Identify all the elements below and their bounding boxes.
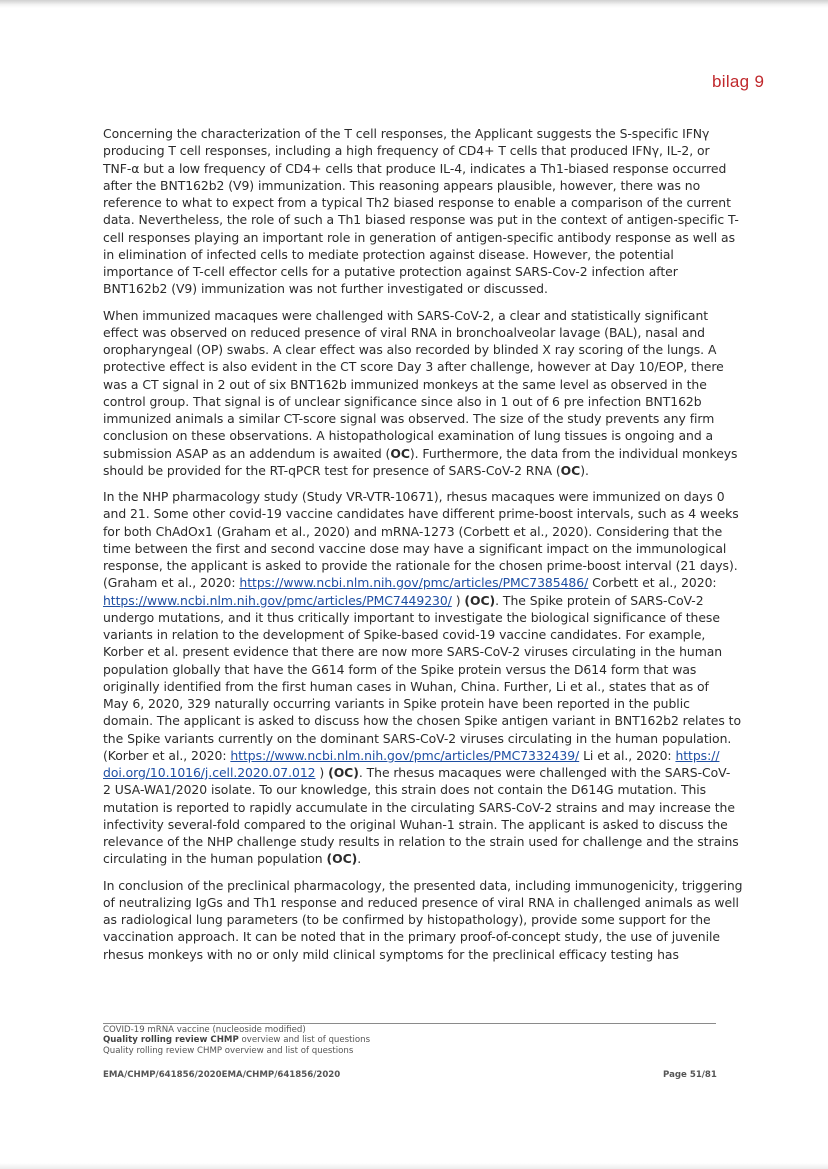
text-fragment: (Graham et al., 2020: <box>103 575 240 591</box>
paragraph-t-cell-responses <box>103 125 739 298</box>
paragraph-challenge-results <box>103 307 738 480</box>
text-line: domain. The applicant is asked to discuss how the chosen Spike antigen variant in BNT162b2 relates to <box>103 713 741 729</box>
text-line: originally identified from the first human cases in Wuhan, China. Further, Li et al., states that as of <box>103 678 709 694</box>
text-fragment: circulating in the human population <box>103 851 327 867</box>
footer-review-line-repeat: Quality rolling review CHMP overview and list of questions <box>103 1045 354 1056</box>
text-line: Korber et al. present evidence that there are now more SARS-CoV-2 viruses circulating in the human <box>103 644 723 660</box>
text-line: producing T cell responses, including a high frequency of CD4+ T cells that produced IFNγ, IL-2, or <box>103 143 710 159</box>
li-reference-link-end[interactable]: doi.org/10.1016/j.cell.2020.07.012 <box>103 765 316 780</box>
text-line: rhesus monkeys with no or only mild clinical symptoms for the preclinical efficacy testing has <box>103 946 679 962</box>
text-line: importance of T-cell effector cells for a putative protection against SARS-Cov-2 infection after <box>103 264 678 279</box>
text-line: Concerning the characterization of the T cell responses, the Applicant suggests the S-specific IFNγ <box>103 126 710 141</box>
text-line: oropharyngeal (OP) swabs. A clear effect was also recorded by blinded X ray scoring of the lungs. A <box>103 342 717 357</box>
footer-product-line: COVID-19 mRNA vaccine (nucleoside modified) <box>103 1025 306 1035</box>
text-fragment: ). Furthermore, the data from the individual monkeys <box>409 445 738 461</box>
text-line: data. Nevertheless, the role of such a Th1 biased response was put in the context of antigen-specific T- <box>103 212 739 228</box>
text-line: response, the applicant is asked to provide the rationale for the chosen prime-boost interval (21 days). <box>103 558 738 573</box>
text-line: relevance of the NHP challenge study results in relation to the strain used for challenge and the strains <box>103 834 739 849</box>
text-line: time between the first and second vaccine dose may have a significant impact on the immunological <box>103 540 727 556</box>
text-fragment: ) <box>315 765 329 780</box>
text-line: When immunized macaques were challenged with SARS-CoV-2, a clear and statistically significant <box>103 307 709 323</box>
text-line: of neutralizing IgGs and Th1 response and reduced presence of viral RNA in challenged animals as well <box>103 894 739 910</box>
text-fragment: ) <box>451 592 465 608</box>
annex-stamp: bilag 9 <box>712 72 765 91</box>
text-fragment: ). <box>580 462 589 478</box>
text-fragment: . <box>357 851 362 867</box>
footer-block <box>103 1025 716 1056</box>
oc-marker: OC <box>390 445 410 461</box>
text-line: for both ChAdOx1 (Graham et al., 2020) and mRNA-1273 (Corbett et al., 2020). Considering that the <box>103 523 723 539</box>
text-line <box>103 592 716 609</box>
page-number: Page 51/81 <box>663 1070 717 1080</box>
text-line: after the BNT162b2 (V9) immunization. This reasoning appears plausible, however, there was no <box>103 177 701 193</box>
text-line <box>103 764 731 781</box>
text-line: May 6, 2020, 329 naturally occurring variants in Spike protein have been reported in the public <box>103 696 690 711</box>
text-fragment: Corbett et al., 2020: <box>588 575 717 591</box>
document-body <box>103 125 743 972</box>
footer-divider <box>103 1023 716 1024</box>
text-line: immunized animals a similar CT-score signal was observed. The size of the study prevents any firm <box>103 411 715 426</box>
text-line: reference to what to expect from a typical Th2 biased response to enable a comparison of the current <box>103 195 731 210</box>
text-line: as radiological lung parameters (to be confirmed by histopathology), provide some support for the <box>103 912 711 927</box>
text-line <box>103 462 716 479</box>
li-reference-link-start[interactable]: https:// <box>675 747 720 763</box>
text-line: TNF-α but a low frequency of CD4+ cells that produce IL-4, indicates a Th1-biased response occurred <box>103 160 727 176</box>
text-line: protective effect is also evident in the CT score Day 3 after challenge, however at Day 10/EOP, there <box>103 359 724 375</box>
text-line: 2 USA-WA1/2020 isolate. To our knowledge, this strain does not contain the D614G mutation. This <box>103 782 707 798</box>
paragraph-conclusion <box>103 877 743 963</box>
text-line: the Spike variants currently on the dominant SARS-CoV-2 viruses circulating in the human population. <box>103 730 732 746</box>
text-line: infectivity several-fold compared to the original Wuhan-1 strain. The applicant is asked to discuss the <box>103 816 728 832</box>
footer-review-rest: overview and list of questions <box>238 1035 371 1046</box>
document-reference: EMA/CHMP/641856/2020EMA/CHMP/641856/2020 <box>103 1070 341 1080</box>
text-fragment: . The rhesus macaques were challenged with the SARS-CoV- <box>358 765 731 780</box>
text-line: undergo mutations, and it thus critically important to investigate the biological significance of these <box>103 609 720 625</box>
text-line: was a CT signal in 2 out of six BNT162b immunized monkeys at the same level as observed in the <box>103 376 707 392</box>
oc-marker: (OC) <box>326 851 358 867</box>
text-line: In the NHP pharmacology study (Study VR-VTR-10671), rhesus macaques were immunized on days 0 <box>103 489 725 504</box>
footer-review-line <box>103 1035 716 1045</box>
text-line <box>103 574 716 591</box>
oc-marker: (OC) <box>464 592 496 608</box>
text-line: In conclusion of the preclinical pharmacology, the presented data, including immunogenicity, triggering <box>103 877 743 893</box>
text-line: and 21. Some other covid-19 vaccine candidates have different prime-boost intervals, such as 4 weeks <box>103 506 739 522</box>
text-line: variants in relation to the development of Spike-based covid-19 vaccine candidates. For example, <box>103 627 706 642</box>
scan-bottom-edge <box>0 1163 828 1169</box>
text-line <box>103 747 720 764</box>
text-fragment: . The Spike protein of SARS-CoV-2 <box>495 592 704 608</box>
text-line: vaccination approach. It can be noted that in the primary proof-of-concept study, the use of juvenile <box>103 929 720 945</box>
scan-top-edge <box>0 0 828 8</box>
paragraph-nhp-study <box>103 488 741 868</box>
text-line <box>103 850 716 867</box>
text-line: BNT162b2 (V9) immunization was not further investigated or discussed. <box>103 281 548 297</box>
text-fragment: submission ASAP as an addendum is awaited ( <box>103 445 391 461</box>
text-line: cell responses playing an important role in generation of antigen-specific antibody response as well as <box>103 229 735 245</box>
oc-marker: OC <box>560 462 581 478</box>
oc-marker: (OC) <box>328 765 359 780</box>
korber-reference-link[interactable]: https://www.ncbi.nlm.nih.gov/pmc/articles/PMC7332439/ <box>230 747 580 763</box>
text-fragment: Li et al., 2020: <box>579 747 676 763</box>
corbett-reference-link[interactable]: https://www.ncbi.nlm.nih.gov/pmc/articles/PMC7449230/ <box>103 592 452 608</box>
graham-reference-link[interactable]: https://www.ncbi.nlm.nih.gov/pmc/articles/PMC7385486/ <box>239 575 589 591</box>
text-line: conclusion on these observations. A histopathological examination of lung tissues is ongoing and a <box>103 428 714 444</box>
text-line: population globally that have the G614 form of the Spike protein versus the D614 form that was <box>103 661 697 677</box>
text-line: mutation is reported to rapidly accumulate in the circulating SARS-CoV-2 strains and may increase the <box>103 799 735 815</box>
text-line <box>103 445 738 462</box>
text-line: control group. That signal is of unclear significance since also in 1 out of 6 pre infection BNT162b <box>103 393 702 409</box>
text-fragment: (Korber et al., 2020: <box>103 747 231 763</box>
footer-review-bold: Quality rolling review CHMP <box>103 1035 239 1046</box>
text-line: in elimination of infected cells to mediate protection against disease. However, the potential <box>103 246 674 262</box>
text-fragment: should be provided for the RT-qPCR test for presence of SARS-CoV-2 RNA ( <box>103 462 561 478</box>
text-line: effect was observed on reduced presence of viral RNA in bronchoalveolar lavage (BAL), nasal and <box>103 324 705 340</box>
